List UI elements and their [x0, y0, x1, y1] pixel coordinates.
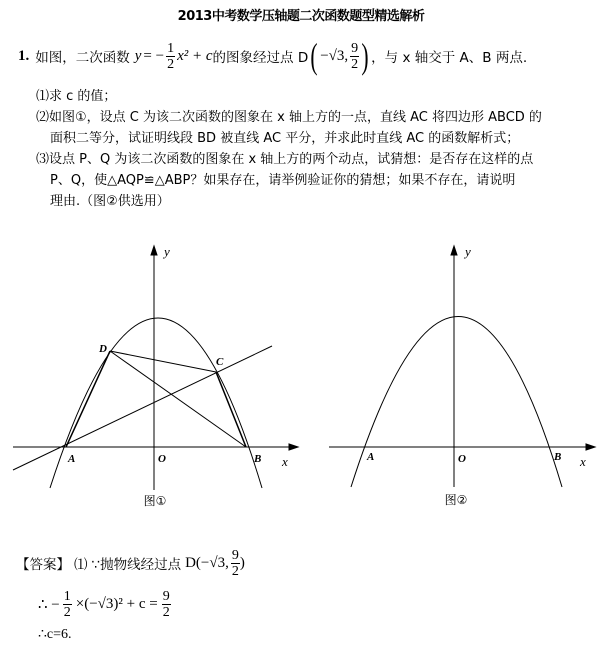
label-a: A — [367, 451, 375, 463]
function-y: y — [134, 47, 142, 64]
label-o: O — [158, 453, 166, 465]
answer-tag: 【答案】 — [16, 557, 70, 573]
subquestion-2-line1: ⑵如图①，设点 C 为该二次函数的图象在 x 轴上方的一点，直线 AC 将四边形 ABCD 的 — [36, 110, 542, 125]
label-c: C — [216, 356, 224, 368]
problem-intro-suffix: ，与 x 轴交于 A、B 两点. — [371, 50, 528, 66]
label-y: y — [164, 244, 170, 259]
label-o: O — [458, 453, 466, 465]
label-x: x — [580, 454, 586, 469]
segment-cb — [216, 372, 246, 447]
subquestion-2-line2: 面积二等分，试证明线段 BD 被直线 AC 平分，并求此时直线 AC 的函数解析式； — [50, 131, 520, 146]
function-fraction: $\frac{1}{2}$ — [167, 40, 175, 72]
line-ac — [13, 346, 272, 470]
parabola-curve — [50, 318, 262, 488]
subquestion-1: ⑴求 c 的值； — [36, 89, 117, 104]
y-axis-arrow-icon — [151, 246, 157, 255]
problem-intro-prefix: 如图，二次函数 — [35, 50, 130, 66]
point-d-x: −√3, — [320, 47, 349, 64]
label-d: D — [99, 343, 107, 355]
parabola-curve — [351, 317, 562, 488]
subquestion-3-line2: P、Q，使△AQP≌△ABP？如果存在，请举例验证你的猜想；如果不存在，请说明 — [50, 173, 516, 188]
answer-fraction-left: $\frac{1}{2}$ — [63, 588, 71, 620]
figure-1 — [0, 230, 310, 520]
answer-point-d: D(−√3, — [185, 554, 229, 571]
x-axis-arrow-icon — [586, 444, 595, 450]
answer-line1-prefix: ∵抛物线经过点 — [91, 557, 182, 573]
point-d-y-fraction: $\frac{9}{2}$ — [351, 40, 359, 72]
label-b: B — [254, 453, 262, 465]
segment-ad — [66, 351, 110, 447]
problem-intro-mid: 的图象经过点 D — [212, 50, 309, 66]
y-axis-arrow-icon — [451, 246, 457, 255]
left-paren: ( — [310, 36, 318, 76]
figure-1-caption: 图① — [143, 494, 167, 508]
figure-2-caption: 图② — [444, 493, 468, 507]
page-title: 2013中考数学压轴题二次函数题型精选解析 — [177, 9, 425, 24]
subquestion-3-line3: 理由.（图②供选用） — [50, 194, 170, 209]
function-rest: x² + c — [177, 47, 213, 64]
label-a: A — [68, 453, 76, 465]
figure-2 — [300, 230, 602, 520]
answer-line-3: ∴c=6. — [38, 627, 72, 642]
function-eq: = − — [143, 47, 165, 64]
problem-statement — [18, 34, 527, 78]
answer-point-d-fraction: $\frac{9}{2}$ — [231, 547, 239, 579]
answer-part-label: ⑴ — [74, 557, 88, 573]
subquestion-3-line1: ⑶设点 P、Q 为该二次函数的图象在 x 轴上方的两个动点，试猜想：是否存在这样的点 — [36, 152, 534, 167]
answer-fraction-right: $\frac{9}{2}$ — [162, 588, 170, 620]
right-paren: ) — [361, 36, 369, 76]
label-y: y — [465, 244, 471, 259]
label-b: B — [554, 451, 562, 463]
segment-db — [110, 351, 246, 447]
x-axis-arrow-icon — [289, 444, 298, 450]
answer-line-2: ∴ − $\frac{1}{2}$ ×(−√3)² + c = $\frac{9}{2}$ — [38, 588, 170, 620]
problem-number: 1. — [18, 47, 30, 64]
label-x: x — [282, 454, 288, 469]
answer-line-1: 【答案】 ⑴ ∵抛物线经过点 D(−√3, $\frac{9}{2}$ ) — [16, 547, 245, 579]
segment-dc — [110, 351, 216, 372]
